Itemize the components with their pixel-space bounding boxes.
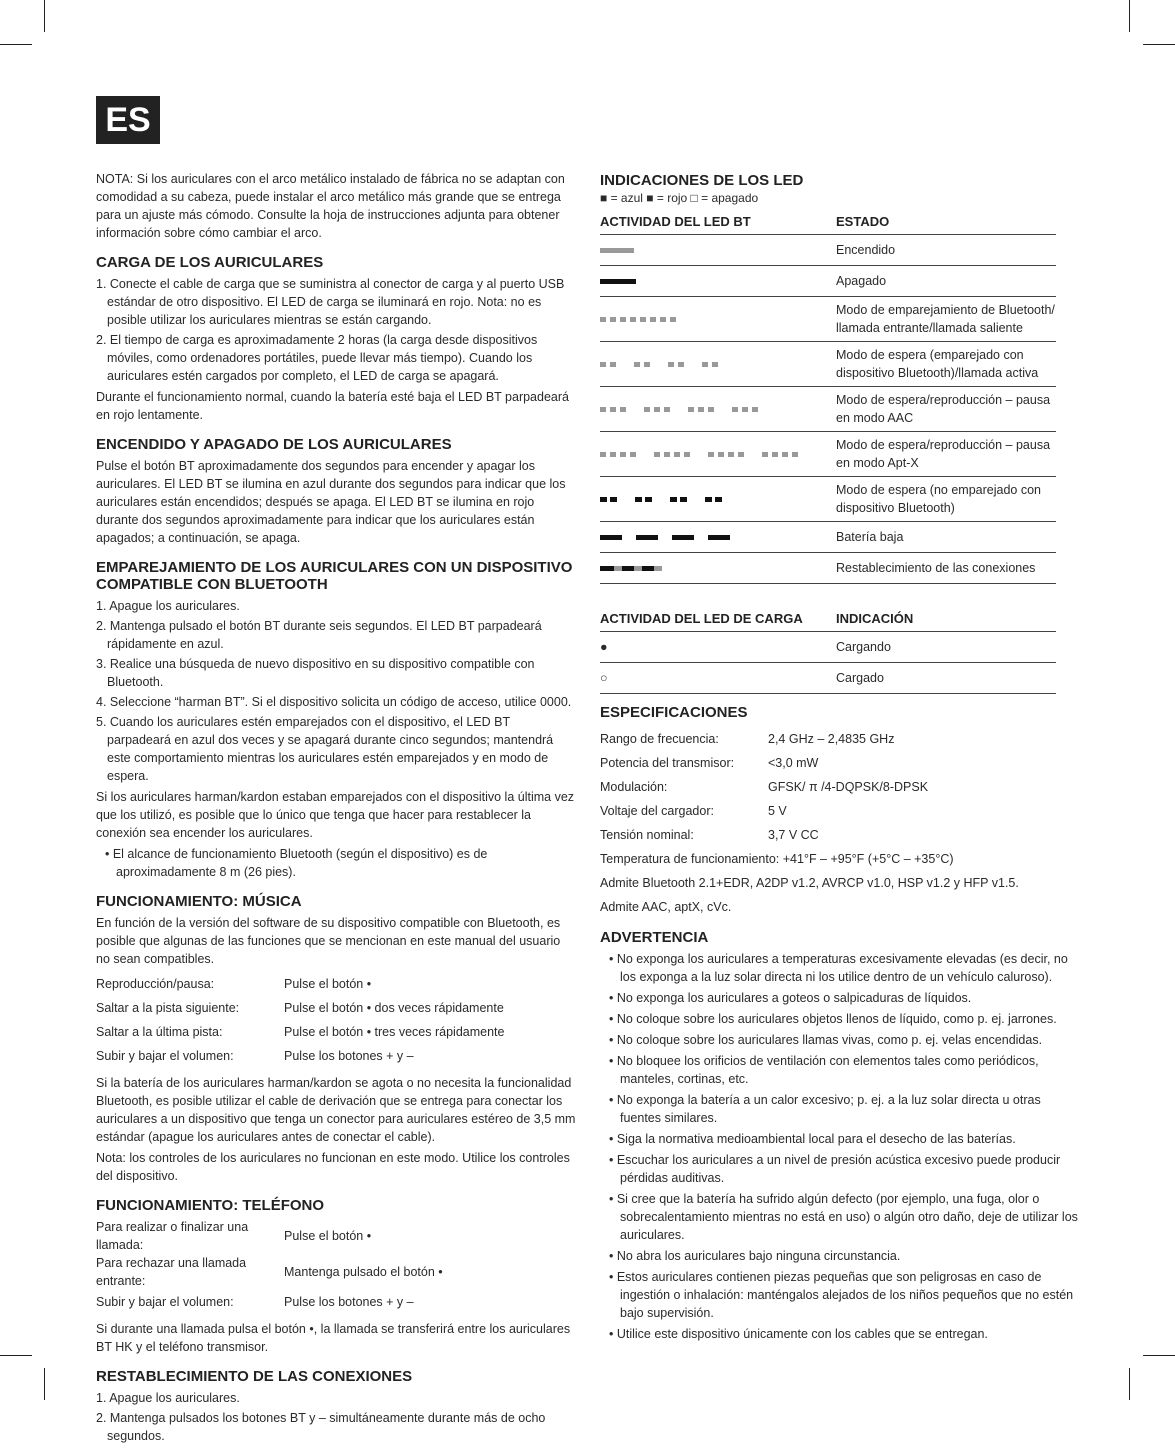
led-pattern [600,297,836,342]
section-title-encendido: ENCENDIDO Y APAGADO DE LOS AURICULARES [96,436,452,453]
spec-row [600,775,1078,799]
crop-mark [0,1355,32,1356]
table-row [600,477,1056,522]
led-state: Encendido [836,235,1056,266]
control-label: Reproducción/pausa: [96,977,215,991]
table-row [600,266,1056,297]
led-pattern [600,477,836,522]
left-column [96,170,576,1448]
column-header: ACTIVIDAD DEL LED BT [600,209,836,235]
list-item: 1. Apague los auriculares. [96,1391,240,1405]
control-value: Pulse los botones + y – [284,1295,414,1309]
spec-row [600,727,1078,751]
list-item: • No abra los auriculares bajo ninguna circunstancia. [609,1249,901,1263]
control-row [96,1044,576,1068]
led-symbol: ● [600,632,836,663]
list-item: 3. Realice una búsqueda de nuevo dispositivo en su dispositivo compatible con Bluetooth. [96,657,535,689]
list-item: 4. Seleccione “harman BT”. Si el dispositivo solicita un código de acceso, utilice 0000. [96,695,572,709]
spec-value: GFSK/ π /4-DQPSK/8-DPSK [768,780,929,794]
carga-steps [96,275,576,385]
list-item: • No coloque sobre los auriculares llamas vivas, como p. ej. velas encendidas. [609,1033,1043,1047]
section-title-emparejamiento: EMPAREJAMIENTO DE LOS AURICULARES CON UN DISPOSITIVO COMPATIBLE CON BLUETOOTH [96,559,573,593]
list-item: • Escuchar los auriculares a un nivel de presión acústica excesivo puede producir pérdidas auditivas. [609,1153,1061,1185]
table-row [600,522,1056,553]
list-item: • Utilice este dispositivo únicamente con los cables que se entregan. [609,1327,988,1341]
spec-value: 3,7 V CC [768,828,819,842]
musica-controls [96,972,576,1068]
control-value: Pulse el botón • tres veces rápidamente [284,1025,505,1039]
column-header: INDICACIÓN [836,606,1056,632]
encendido-text: Pulse el botón BT aproximadamente dos segundos para encender y apagar los auriculares. El LED BT se ilumina en azul durante dos segundos para indicar que los auriculares están encendidos; después se apaga. El LED BT se ilumina en rojo durante dos segundos aproximadamente para indicar que los auriculares están apagados; a continuación, se apaga. [96,459,566,545]
list-item: 2. El tiempo de carga es aproximadamente 2 horas (la carga desde dispositivos móviles, como ordenadores portátiles, puede llevar más tiempo). Cuando los auriculares estén cargados por completo, el LED de carga se apagará. [96,333,538,383]
led-pattern [600,522,836,553]
control-label: Subir y bajar el volumen: [96,1049,234,1063]
control-value: Pulse los botones + y – [284,1049,414,1063]
control-label: Saltar a la última pista: [96,1025,223,1039]
column-header: ACTIVIDAD DEL LED DE CARGA [600,606,836,632]
crop-mark [44,0,45,32]
spec-value: 5 V [768,804,787,818]
led-state: Apagado [836,266,1056,297]
warning-list [600,950,1078,1343]
table-row [600,342,1056,387]
section-title-telefono: FUNCIONAMIENTO: TELÉFONO [96,1197,325,1214]
table-row [600,632,1056,663]
list-item: • No bloquee los orificios de ventilación con elementos tales como periódicos, manteles, cortinas, etc. [609,1054,1039,1086]
telefono-controls [96,1218,576,1314]
list-item: • No exponga la batería a un calor excesivo; p. ej. a la luz solar directa u otras fuentes similares. [609,1093,1041,1125]
list-item: 2. Mantenga pulsados los botones BT y – simultáneamente durante más de ocho segundos. [96,1411,546,1443]
table-row [600,432,1056,477]
control-row [96,1020,576,1044]
spec-value: <3,0 mW [768,756,819,770]
control-label: Subir y bajar el volumen: [96,1295,234,1309]
control-row [96,1218,576,1254]
emparejamiento-steps [96,597,576,785]
control-row [96,996,576,1020]
charge-led-table [600,606,1056,694]
led-symbol: ○ [600,663,836,694]
spec-bluetooth: Admite Bluetooth 2.1+EDR, A2DP v1.2, AVRCP v1.0, HSP v1.2 y HFP v1.5. [600,876,1019,890]
led-state: Restablecimiento de las conexiones [836,553,1056,584]
control-label: Saltar a la pista siguiente: [96,1001,240,1015]
table-row [600,387,1056,432]
led-state: Modo de espera/reproducción – pausa en modo AAC [836,387,1056,432]
list-item: 1. Apague los auriculares. [96,599,240,613]
specs-list [600,727,1078,919]
musica-intro: En función de la versión del software de su dispositivo compatible con Bluetooth, es posible que algunas de las funciones que se mencionan en este manual del usuario no sean compatibles. [96,916,561,966]
table-row [600,235,1056,266]
led-state: Cargando [836,632,1056,663]
led-state: Modo de espera (no emparejado con dispositivo Bluetooth) [836,477,1056,522]
table-row [600,663,1056,694]
led-state: Batería baja [836,522,1056,553]
emparejamiento-note: Si los auriculares harman/kardon estaban emparejados con el dispositivo la última vez que los utilizó, es posible que lo único que tenga que hacer para restablecer la conexión sea encender los auriculares. [96,790,575,840]
note-paragraph: NOTA: Si los auriculares con el arco metálico instalado de fábrica no se adaptan con comodidad a su cabeza, puede instalar el arco metálico más grande que se entrega para un ajuste más cómodo. Consulte la hoja de instrucciones adjunta para obtener información sobre cómo cambiar el arco. [96,172,565,240]
led-pattern [600,387,836,432]
list-item: • Si cree que la batería ha sufrido algún defecto (por ejemplo, una fuga, olor o sobrecalentamiento mientras no está en uso) o algún otro daño, deje de utilizar los auriculares. [609,1192,1078,1242]
control-row [96,972,576,996]
carga-note: Durante el funcionamiento normal, cuando la batería esté baja el LED BT parpadeará en rojo lentamente. [96,390,569,422]
bt-led-table [600,209,1056,584]
list-item: • Estos auriculares contienen piezas pequeñas que son peligrosas en caso de ingestión o inhalación: manténgalos alejados de los niños pequeños que no estén bajo supervisión. [609,1270,1074,1320]
led-state: Modo de espera/reproducción – pausa en modo Apt-X [836,432,1056,477]
table-header-row [600,606,1056,632]
led-pattern [600,553,836,584]
section-title-musica: FUNCIONAMIENTO: MÚSICA [96,893,302,910]
control-value: Mantenga pulsado el botón • [284,1265,443,1279]
emparejamiento-bullets [96,845,576,881]
spec-label: Rango de frecuencia: [600,732,719,746]
led-state: Cargado [836,663,1056,694]
led-state: Modo de emparejamiento de Bluetooth/ llamada entrante/llamada saliente [836,297,1056,342]
led-pattern [600,342,836,387]
spec-label: Modulación: [600,780,668,794]
control-label: Para rechazar una llamada entrante: [96,1256,247,1288]
spec-value: 2,4 GHz – 2,4835 GHz [768,732,895,746]
telefono-paragraph: Si durante una llamada pulsa el botón •, la llamada se transferirá entre los auriculares BT HK y el teléfono transmisor. [96,1322,571,1354]
list-item: • No coloque sobre los auriculares objetos llenos de líquido, como p. ej. jarrones. [609,1012,1057,1026]
section-title-specs: ESPECIFICACIONES [600,704,748,721]
led-pattern [600,235,836,266]
spec-row [600,751,1078,775]
musica-note: Nota: los controles de los auriculares no funcionan en este modo. Utilice los controles del dispositivo. [96,1151,570,1183]
led-pattern [600,266,836,297]
control-label: Para realizar o finalizar una llamada: [96,1220,249,1252]
table-row [600,297,1056,342]
list-item: • El alcance de funcionamiento Bluetooth (según el dispositivo) es de aproximadamente 8 m (26 pies). [105,847,488,879]
crop-mark [1143,44,1175,45]
spec-codecs: Admite AAC, aptX, cVc. [600,900,732,914]
table-row [600,553,1056,584]
musica-paragraph: Si la batería de los auriculares harman/kardon se agota o no necesita la funcionalidad Bluetooth, es posible utilizar el cable de derivación que se entrega para conectar los auriculares a un dispositivo que tenga un conector para auriculares estéreo de 3,5 mm estándar (apague los auriculares antes de conectar el cable). [96,1076,576,1144]
restablecimiento-steps [96,1389,576,1445]
section-title-carga: CARGA DE LOS AURICULARES [96,254,324,271]
control-row [96,1254,576,1290]
spec-label: Potencia del transmisor: [600,756,735,770]
list-item: • No exponga los auriculares a goteos o salpicaduras de líquidos. [609,991,972,1005]
crop-mark [44,1368,45,1400]
language-badge: ES [96,96,160,144]
section-title-restablecimiento: RESTABLECIMIENTO DE LAS CONEXIONES [96,1368,413,1385]
led-state: Modo de espera (emparejado con dispositivo Bluetooth)/llamada activa [836,342,1056,387]
section-title-advertencia: ADVERTENCIA [600,929,709,946]
led-legend: ■ = azul ■ = rojo □ = apagado [600,191,759,205]
crop-mark [1129,0,1130,32]
crop-mark [1143,1355,1175,1356]
led-pattern [600,432,836,477]
table-header-row [600,209,1056,235]
control-value: Pulse el botón • [284,1229,372,1243]
spec-row [600,799,1078,823]
column-header: ESTADO [836,209,1056,235]
control-value: Pulse el botón • [284,977,372,991]
control-row [96,1290,576,1314]
spec-label: Tensión nominal: [600,828,694,842]
list-item: • No exponga los auriculares a temperaturas excesivamente elevadas (es decir, no los exponga a la luz solar directa ni los utilice dentro de un vehículo caluroso). [609,952,1068,984]
control-value: Pulse el botón • dos veces rápidamente [284,1001,504,1015]
list-item: 2. Mantenga pulsado el botón BT durante seis segundos. El LED BT parpadeará rápidamente en azul. [96,619,542,651]
crop-mark [1129,1368,1130,1400]
right-column [600,170,1078,1346]
crop-mark [0,44,32,45]
spec-row [600,823,1078,847]
spec-label: Voltaje del cargador: [600,804,714,818]
list-item: 5. Cuando los auriculares estén emparejados con el dispositivo, el LED BT parpadeará en azul dos veces y se apagará durante cinco segundos; mantendrá este comportamiento mientras los auriculares estén emparejados y en modo de espera. [96,715,554,783]
section-title-led: INDICACIONES DE LOS LED [600,172,804,189]
list-item: • Siga la normativa medioambiental local para el desecho de las baterías. [609,1132,1016,1146]
spec-temperature: Temperatura de funcionamiento: +41°F – +95°F (+5°C – +35°C) [600,852,954,866]
list-item: 1. Conecte el cable de carga que se suministra al conector de carga y al puerto USB estándar de otro dispositivo. El LED de carga se iluminará en rojo. Nota: no es posible utilizar los auriculares mientras se están cargando. [96,277,565,327]
